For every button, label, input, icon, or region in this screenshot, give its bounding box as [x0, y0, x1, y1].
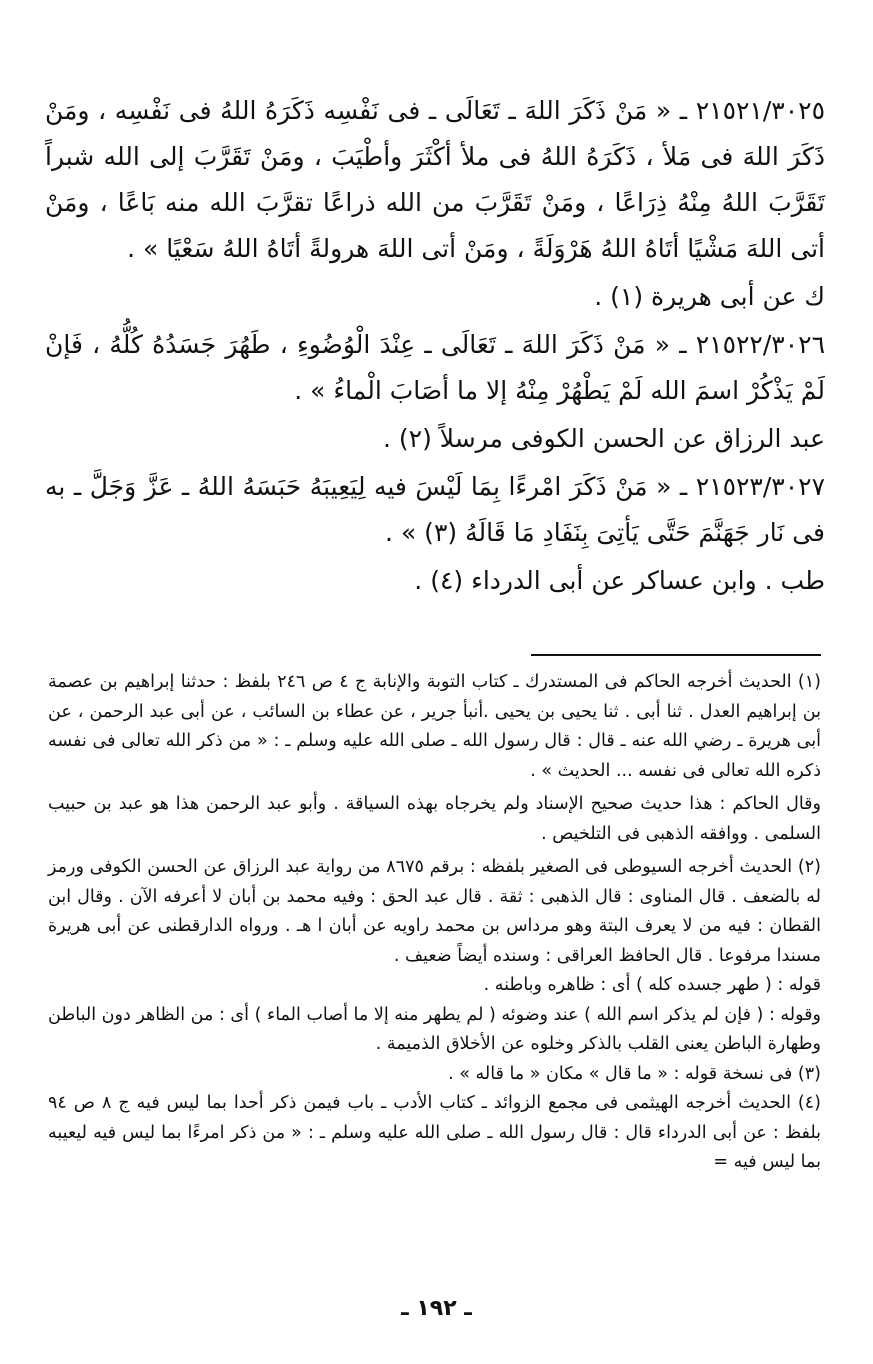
footnote-2: (٢) الحديث أخرجه السيوطى فى الصغير بلفظه : برقم ٨٦٧٥ من رواية عبد الرزاق عن الحسن الكوفى ورمز له بالضعف . قال المناوى : قال الذهبى : ثقة . قال عبد الحق : وفيه محمد بن أبان لا أعرفه الآن . وقال ابن القطان : فيه من لا يعرف البتة وهو مرداس بن محمد راويه عن أبان ا هـ . ورواه الدارقطنى عن أبى هريرة مسندا مرفوعا . قال الحافظ العراقى : وسنده أيضاً ضعيف .	[48, 857, 821, 966]
footnotes	[48, 668, 821, 1178]
footnote-separator	[531, 654, 821, 656]
hadith-3027: ٢١٥٢٣/٣٠٢٧ ـ « مَنْ ذَكَرَ امْرءًا بِمَا لَيْسَ فيه لِيَعِيبَهُ حَبَسَهُ اللهُ ـ عَزَّ وَجَلَّ ـ به فى نَار جَهَنَّمَ حَتَّى يَأتِىَ بِنَفَادِ مَا قَالَهُ (٣) » .	[45, 472, 825, 547]
hadith-source-3026: عبد الرزاق عن الحسن الكوفى مرسلاً (٢) .	[383, 424, 825, 453]
main-text	[45, 88, 825, 606]
footnote-1-comment: وقال الحاكم : هذا حديث صحيح الإسناد ولم يخرجاه بهذه السياقة . وأبو عبد الرحمن هذا هو عبد بن حبيب السلمى . ووافقه الذهبى فى التلخيص .	[48, 794, 821, 844]
page-number: ـ ١٩٢ ـ	[401, 1296, 472, 1321]
footnote-1: (١) الحديث أخرجه الحاكم فى المستدرك ـ كتاب التوبة والإنابة ج ٤ ص ٢٤٦ بلفظ : حدثنا إبراهيم بن عصمة بن إبراهيم العدل . ثنا أبى . ثنا يحيى بن يحيى .أنبأ جرير ، عن عطاء بن السائب ، عن أبى عبد الرحمن ، عن أبى هريرة ـ رضي الله عنه ـ قال : قال رسول الله ـ صلى الله عليه وسلم ـ : « من ذكر الله تعالى فى نفسه ذكره الله تعالى فى نفسه ... الحديث » .	[48, 672, 821, 781]
hadith-3025: ٢١٥٢١/٣٠٢٥ ـ « مَنْ ذَكَرَ اللهَ ـ تَعَالَى ـ فى نَفْسِه ذَكَرَهُ اللهُ فى نَفْسِه ، ومَنْ ذَكَرَ اللهَ فى مَلأ ، ذَكَرَهُ اللهُ فى ملأ أكْثَرَ وأطْيَبَ ، ومَنْ تَقَرَّبَ إلى الله شبراً تَقَرَّبَ اللهُ مِنْهُ ذِرَاعًا ، ومَنْ تَقَرَّبَ من الله ذراعًا تقرَّبَ الله منه بَاعًا ، ومَنْ أتى اللهَ مَشْيًا أتَاهُ اللهُ هَرْوَلَةً ، ومَنْ أتى اللهَ هرولةً أتَاهُ اللهُ سَعْيًا » .	[45, 96, 825, 263]
footnote-2-explanation-2: وقوله : ( فإن لم يذكر اسم الله ) عند وضوئه ( لم يطهر منه إلا ما أصاب الماء ) أى : من الظاهر دون الباطن وطهارة الباطن يعنى القلب بالذكر وخلوه عن الأخلاق الذميمة .	[48, 1004, 821, 1054]
hadith-source-3025: ك عن أبى هريرة (١) .	[594, 282, 825, 311]
footnote-3: (٣) فى نسخة قوله : « ما قال » مكان « ما قاله » .	[448, 1063, 821, 1084]
hadith-source-3027: طب . وابن عساكر عن أبى الدرداء (٤) .	[414, 566, 825, 595]
footnote-2-explanation-1: قوله : ( طهر جسده كله ) أى : ظاهره وباطنه .	[483, 975, 821, 995]
hadith-3026: ٢١٥٢٢/٣٠٢٦ ـ « مَنْ ذَكَرَ اللهَ ـ تَعَالَى ـ عِنْدَ الْوُضُوءِ ، طَهُرَ جَسَدُهُ كُلُّهُ ، فَإنْ لَمْ يَذْكُرْ اسمَ الله لَمْ يَطْهُرْ مِنْهُ إلا ما أصَابَ الْماءُ » .	[45, 330, 825, 405]
footnote-4: (٤) الحديث أخرجه الهيثمى فى مجمع الزوائد ـ كتاب الأدب ـ باب فيمن ذكر أحدا بما ليس فيه ج ٨ ص ٩٤ بلفظ : عن أبى الدرداء قال : قال رسول الله ـ صلى الله عليه وسلم ـ : « من ذكر امرءًا بما ليس فيه ليعيبه بما ليس فيه =	[48, 1093, 821, 1172]
